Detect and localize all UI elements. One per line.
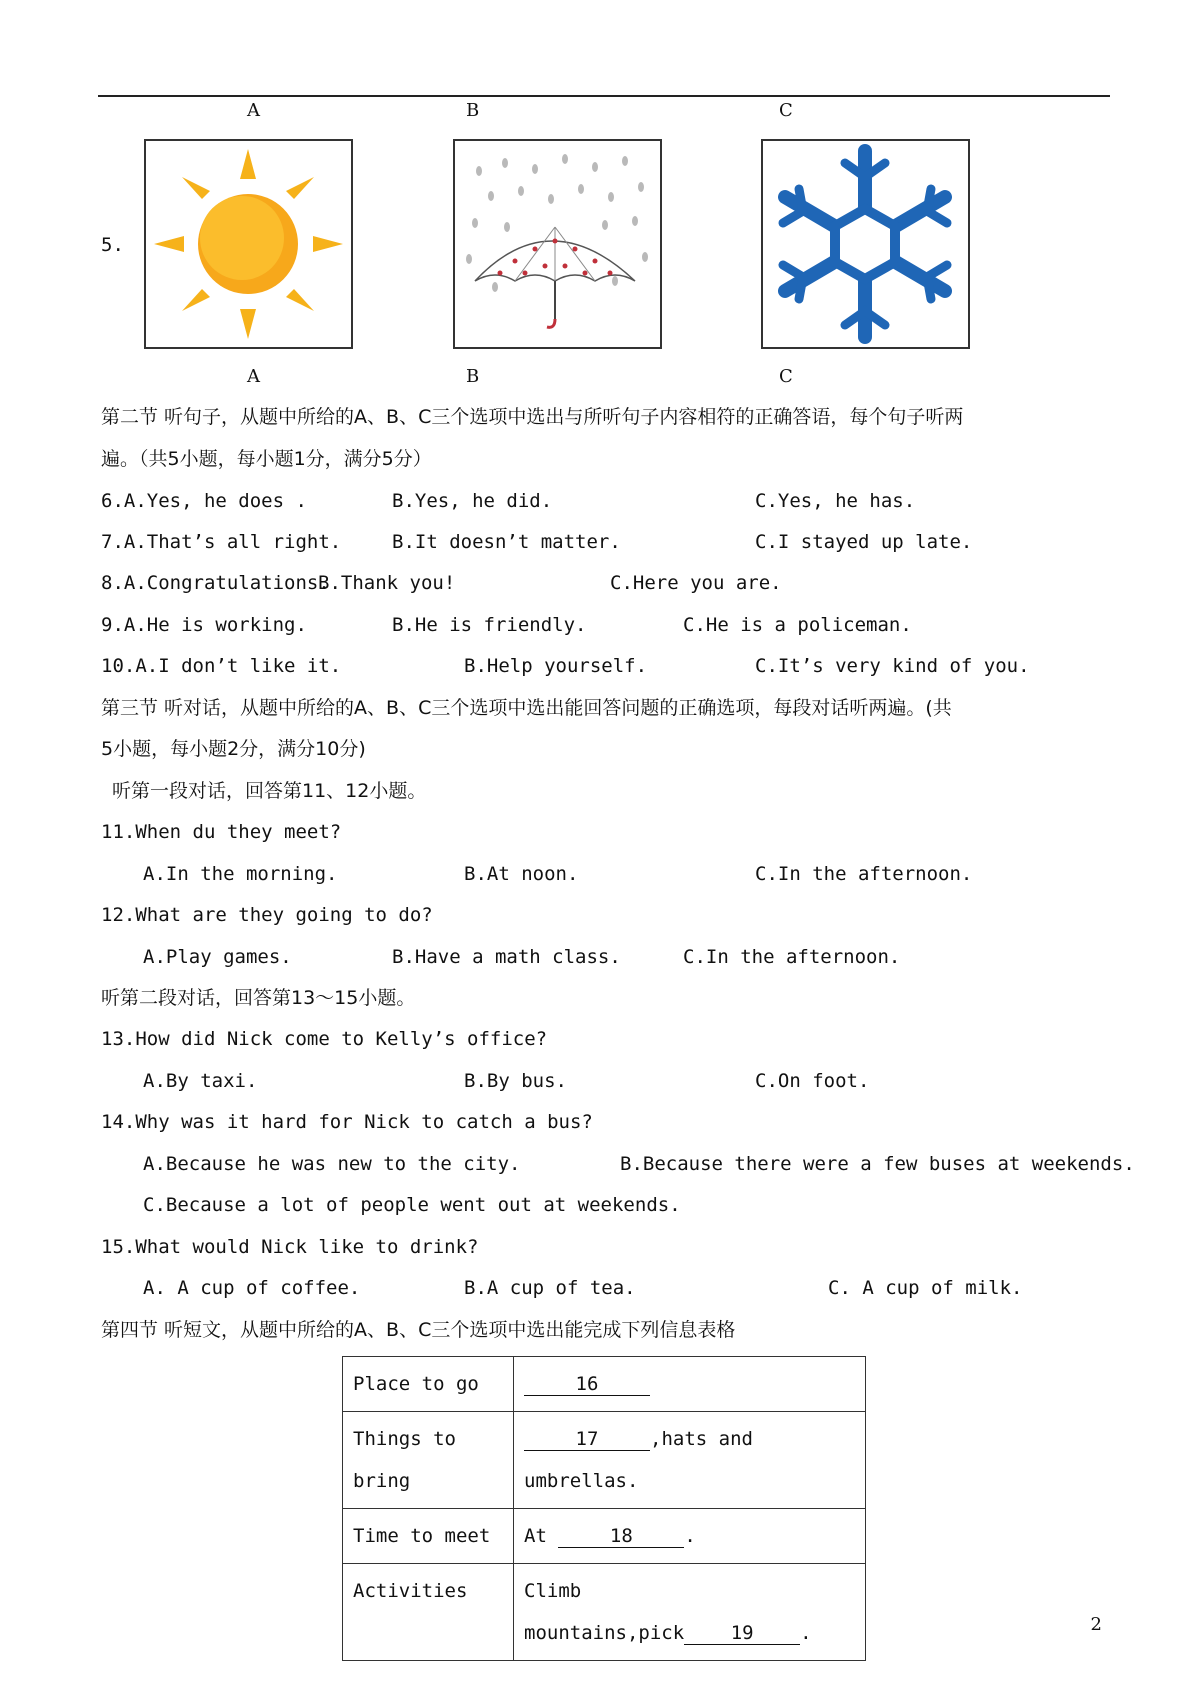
q11-option-a[interactable]: A.In the morning. (143, 863, 338, 885)
table-key-place: Place to go (343, 1357, 514, 1412)
q13-stem: 13.How did Nick come to Kelly’s office? (101, 1028, 548, 1050)
q7-option-a[interactable]: 7.A.That’s all right. (101, 531, 342, 553)
table-key-things-line2: bring (353, 1470, 411, 1492)
q7-option-c[interactable]: C.I stayed up late. (755, 531, 973, 553)
top-rule (98, 95, 1110, 97)
sun-icon[interactable] (144, 139, 353, 349)
table-value-time (514, 1509, 866, 1564)
q10-option-b[interactable]: B.Help yourself. (464, 655, 648, 677)
q6-option-a[interactable]: 6.A.Yes, he does . (101, 490, 307, 512)
q11-stem: 11.When du they meet? (101, 821, 342, 843)
q12-stem: 12.What are they going to do? (101, 904, 433, 926)
section2-instruction-line2: 遍。（共5小题，每小题1分，满分5分） (101, 448, 432, 470)
table-row (343, 1412, 866, 1509)
q15-option-a[interactable]: A. A cup of coffee. (143, 1277, 361, 1299)
table-row (343, 1564, 866, 1661)
q11-option-b[interactable]: B.At noon. (464, 863, 579, 885)
q10-option-c[interactable]: C.It’s very kind of you. (755, 655, 1030, 677)
activities-after-text: . (800, 1622, 812, 1644)
q9-option-a[interactable]: 9.A.He is working. (101, 614, 307, 636)
blank-18[interactable]: 18 (558, 1525, 684, 1548)
q10-option-a[interactable]: 10.A.I don’t like it. (101, 655, 342, 677)
table-row (343, 1509, 866, 1564)
q14-option-a[interactable]: A.Because he was new to the city. (143, 1153, 521, 1175)
things-after-text: ,hats and (650, 1428, 753, 1450)
top-letter-a: A (247, 100, 260, 121)
q15-stem: 15.What would Nick like to drink? (101, 1236, 479, 1258)
q15-option-c[interactable]: C. A cup of milk. (828, 1277, 1023, 1299)
section3-instruction-line2: 5小题，每小题2分，满分10分) (101, 738, 366, 760)
q11-option-c[interactable]: C.In the afternoon. (755, 863, 973, 885)
table-value-things (514, 1412, 866, 1509)
q8-option-b[interactable]: B.Thank you! (318, 572, 456, 594)
snowflake-icon[interactable] (761, 139, 970, 349)
q14-option-b[interactable]: B.Because there were a few buses at weekends. (620, 1153, 1135, 1175)
q14-option-c[interactable]: C.Because a lot of people went out at weekends. (143, 1194, 681, 1216)
top-letter-b: B (466, 100, 480, 121)
table-key-time: Time to meet (343, 1509, 514, 1564)
q5-option-a-label: A (247, 366, 260, 387)
q13-option-a[interactable]: A.By taxi. (143, 1070, 258, 1092)
blank-19[interactable]: 19 (684, 1622, 800, 1645)
table-key-things (343, 1412, 514, 1509)
q13-option-b[interactable]: B.By bus. (464, 1070, 567, 1092)
q12-option-a[interactable]: A.Play games. (143, 946, 292, 968)
q5-option-b-label: B (466, 366, 480, 387)
q12-option-b[interactable]: B.Have a math class. (392, 946, 621, 968)
things-line2: umbrellas. (524, 1470, 639, 1492)
section2-instruction-line1: 第二节 听句子，从题中所给的A、B、C三个选项中选出与所听句子内容相符的正确答语，每个句子听两 (101, 406, 964, 428)
q6-option-b[interactable]: B.Yes, he did. (392, 490, 553, 512)
q14-stem: 14.Why was it hard for Nick to catch a bus? (101, 1111, 593, 1133)
section3-instruction-line1: 第三节 听对话，从题中所给的A、B、C三个选项中选出能回答问题的正确选项，每段对话听两遍。(共 (101, 697, 952, 719)
blank-17[interactable]: 17 (524, 1428, 650, 1451)
q15-option-b[interactable]: B.A cup of tea. (464, 1277, 636, 1299)
q5-number: 5. (101, 234, 124, 256)
blank-16[interactable]: 16 (524, 1373, 650, 1396)
q8-option-a[interactable]: 8.A.Congratulations. (101, 572, 330, 594)
dialog2-instruction: 听第二段对话，回答第13～15小题。 (101, 987, 416, 1009)
q9-option-b[interactable]: B.He is friendly. (392, 614, 587, 636)
q7-option-b[interactable]: B.It doesn’t matter. (392, 531, 621, 553)
q8-option-c[interactable]: C.Here you are. (610, 572, 782, 594)
table-value-place (514, 1357, 866, 1412)
q9-option-c[interactable]: C.He is a policeman. (683, 614, 912, 636)
q13-option-c[interactable]: C.On foot. (755, 1070, 870, 1092)
table-value-activities (514, 1564, 866, 1661)
rain-umbrella-icon[interactable] (453, 139, 662, 349)
time-after-text: . (684, 1525, 696, 1547)
time-before-text: At (524, 1525, 559, 1547)
section4-instruction: 第四节 听短文，从题中所给的A、B、C三个选项中选出能完成下列信息表格 (101, 1319, 736, 1341)
top-letter-c: C (779, 100, 793, 121)
q6-option-c[interactable]: C.Yes, he has. (755, 490, 916, 512)
activities-line1: Climb (524, 1580, 582, 1602)
q12-option-c[interactable]: C.In the afternoon. (683, 946, 901, 968)
table-row (343, 1357, 866, 1412)
table-key-activities: Activities (343, 1564, 514, 1661)
dialog1-instruction: 听第一段对话，回答第11、12小题。 (112, 780, 427, 802)
info-table (342, 1356, 866, 1661)
q5-option-c-label: C (779, 366, 793, 387)
activities-before-text: mountains,pick (524, 1622, 685, 1644)
table-key-things-line1: Things to (353, 1428, 456, 1450)
page-number: 2 (1090, 1614, 1102, 1635)
